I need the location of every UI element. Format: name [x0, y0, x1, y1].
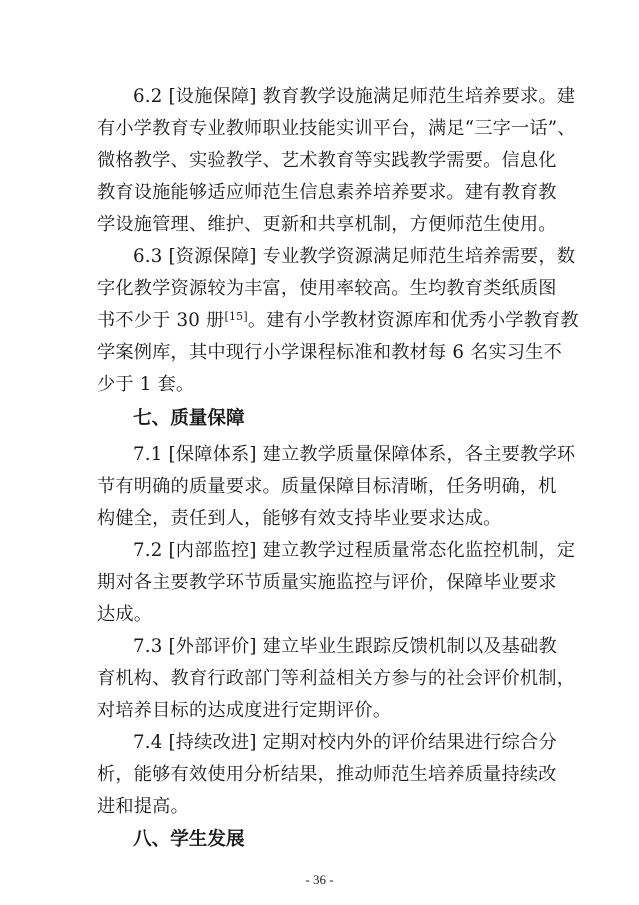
paragraph-6-2-line-4: 教育设施能够适应师范生信息素养培养要求。建有教育教: [97, 182, 557, 203]
paragraph-6-3-line-3: [97, 307, 579, 335]
paragraph-7-3-line-1: 7.3 [外部评价] 建立毕业生跟踪反馈机制以及基础教: [133, 636, 557, 657]
paragraph-7-4-line-1: 7.4 [持续改进] 定期对校内外的评价结果进行综合分: [133, 732, 557, 753]
paragraph-6-3-line-1: 6.3 [资源保障] 专业教学资源满足师范生培养需要，数: [133, 246, 576, 267]
paragraph-6-3-line-2: 字化教学资源较为丰富，使用率较高。生均教育类纸质图: [97, 278, 557, 299]
paragraph-7-2-line-1: 7.2 [内部监控] 建立教学过程质量常态化监控机制，定: [133, 540, 576, 561]
paragraph-7-4-line-2: 析，能够有效使用分析结果，推动师范生培养质量持续改: [97, 764, 557, 785]
paragraph-7-4-line-3: 进和提高。: [97, 796, 189, 817]
paragraph-6-2-line-2: 有小学教育专业教师职业技能实训平台，满足“三字一话”、: [97, 118, 576, 139]
section-heading-quality-assurance: 七、质量保障: [133, 408, 245, 429]
section-heading-student-development: 八、学生发展: [133, 829, 245, 850]
line-text-part: 书不少于 30 册: [97, 310, 225, 331]
paragraph-7-1-line-3: 构健全，责任到人，能够有效支持毕业要求达成。: [97, 508, 502, 529]
paragraph-7-1-line-2: 节有明确的质量要求。质量保障目标清晰，任务明确，机: [97, 476, 557, 497]
paragraph-6-2-line-3: 微格教学、实验教学、艺术教育等实践教学需要。信息化: [97, 150, 557, 171]
paragraph-6-3-line-4: 学案例库，其中现行小学课程标准和教材每 6 名实习生不: [97, 342, 563, 363]
paragraph-7-1-line-1: 7.1 [保障体系] 建立教学质量保障体系，各主要教学环: [133, 444, 576, 465]
paragraph-6-3-line-5: 少于 1 套。: [97, 374, 195, 395]
page-number: - 36 -: [305, 872, 334, 887]
paragraph-7-2-line-3: 达成。: [97, 604, 153, 625]
line-text-part: 。建有小学教材资源库和优秀小学教育教: [247, 310, 579, 331]
citation-superscript: [15]: [224, 310, 248, 323]
paragraph-7-3-line-2: 育机构、教育行政部门等利益相关方参与的社会评价机制，: [97, 668, 576, 689]
paragraph-7-3-line-3: 对培养目标的达成度进行定期评价。: [97, 700, 392, 721]
paragraph-7-2-line-2: 期对各主要教学环节质量实施监控与评价，保障毕业要求: [97, 572, 557, 593]
paragraph-6-2-line-1: 6.2 [设施保障] 教育教学设施满足师范生培养要求。建: [133, 86, 576, 107]
paragraph-6-2-line-5: 学设施管理、维护、更新和共享机制，方便师范生使用。: [97, 214, 557, 235]
